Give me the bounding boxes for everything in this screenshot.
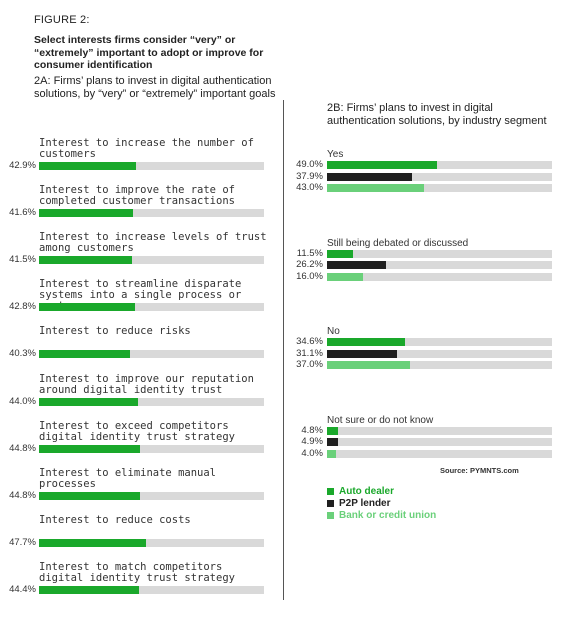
category-label: Interest to improve our reputation around digital identity trust [39, 372, 254, 396]
bar [39, 162, 136, 170]
group-label: Yes [327, 149, 344, 160]
bar [327, 273, 363, 281]
value-label: 44.4% [9, 583, 36, 595]
bar [39, 398, 138, 406]
bar [327, 338, 405, 346]
chart-a-title: 2A: Firms’ plans to invest in digital authentication solutions, by “very” or “extremely” important goals [34, 75, 276, 100]
bar [327, 261, 386, 269]
value-label: 26.2% [296, 259, 323, 270]
value-label: 42.8% [9, 301, 36, 313]
legend-swatch [327, 488, 334, 495]
legend-label: Bank or credit union [339, 510, 437, 521]
category-label: Interest to eliminate manual processes [39, 466, 217, 490]
bar [327, 250, 353, 258]
value-label: 44.8% [9, 489, 36, 501]
value-label: 44.8% [9, 442, 36, 454]
group-label: No [327, 326, 340, 337]
bar-track [327, 450, 552, 458]
bar [327, 184, 424, 192]
value-label: 42.9% [9, 160, 36, 171]
figure-title: Select interests firms consider “very” or “extremely” important to adopt or improve for consumer identification [34, 34, 264, 71]
bar [327, 361, 410, 369]
value-label: 34.6% [296, 336, 323, 347]
value-label: 47.7% [9, 536, 36, 548]
bar [39, 209, 133, 217]
legend-label: Auto dealer [339, 486, 395, 497]
category-label: Interest to improve the rate of completed customer transactions [39, 184, 235, 208]
value-label: 44.0% [9, 395, 36, 407]
value-label: 37.0% [296, 359, 323, 370]
bar [327, 438, 338, 446]
bar [39, 445, 140, 453]
legend-swatch [327, 500, 334, 507]
bar [327, 173, 412, 181]
bar [39, 539, 146, 547]
bar-track [327, 427, 552, 435]
bar [39, 492, 140, 500]
bar [327, 161, 437, 169]
legend-item [327, 510, 436, 521]
category-label: Interest to reduce costs [39, 513, 191, 526]
bar-track [327, 438, 552, 446]
category-label: Interest to increase the number of customers [39, 137, 254, 160]
legend-item [327, 498, 391, 509]
group-label: Still being debated or discussed [327, 237, 469, 249]
value-label: 4.9% [301, 436, 323, 447]
bar [39, 586, 139, 594]
value-label: 40.3% [9, 348, 36, 360]
category-label: Interest to reduce risks [39, 325, 191, 338]
value-label: 11.5% [296, 247, 323, 259]
bar [327, 350, 397, 358]
legend-item [327, 486, 394, 497]
bar [327, 450, 336, 458]
value-label: 49.0% [296, 159, 323, 170]
legend-label: P2P lender [339, 498, 391, 509]
value-label: 41.5% [9, 254, 36, 266]
bar [39, 303, 135, 311]
bar-track [327, 250, 552, 258]
value-label: 43.0% [296, 182, 323, 193]
figure-label: FIGURE 2: [34, 14, 90, 26]
category-label: Interest to streamline disparate systems into a single process or [39, 278, 242, 302]
value-label: 41.6% [9, 207, 36, 219]
chart-b-title: 2B: Firms’ plans to invest in digital authentication solutions, by industry segment [327, 102, 547, 127]
bar [39, 256, 132, 264]
bar [327, 427, 338, 435]
source-note: Source: PYMNTS.com [440, 466, 519, 475]
category-label: Interest to exceed competitors digital identity trust strategy [39, 419, 235, 443]
value-label: 37.9% [296, 170, 323, 182]
value-label: 16.0% [296, 270, 323, 282]
category-label: Interest to increase levels of trust among customers [39, 231, 267, 255]
legend-swatch [327, 512, 334, 519]
value-label: 4.0% [301, 447, 323, 459]
value-label: 31.1% [296, 347, 323, 359]
group-label: Not sure or do not know [327, 414, 434, 426]
value-label: 4.8% [301, 424, 323, 436]
category-label: Interest to match competitors digital identity trust strategy [39, 560, 235, 584]
bar [39, 350, 130, 358]
